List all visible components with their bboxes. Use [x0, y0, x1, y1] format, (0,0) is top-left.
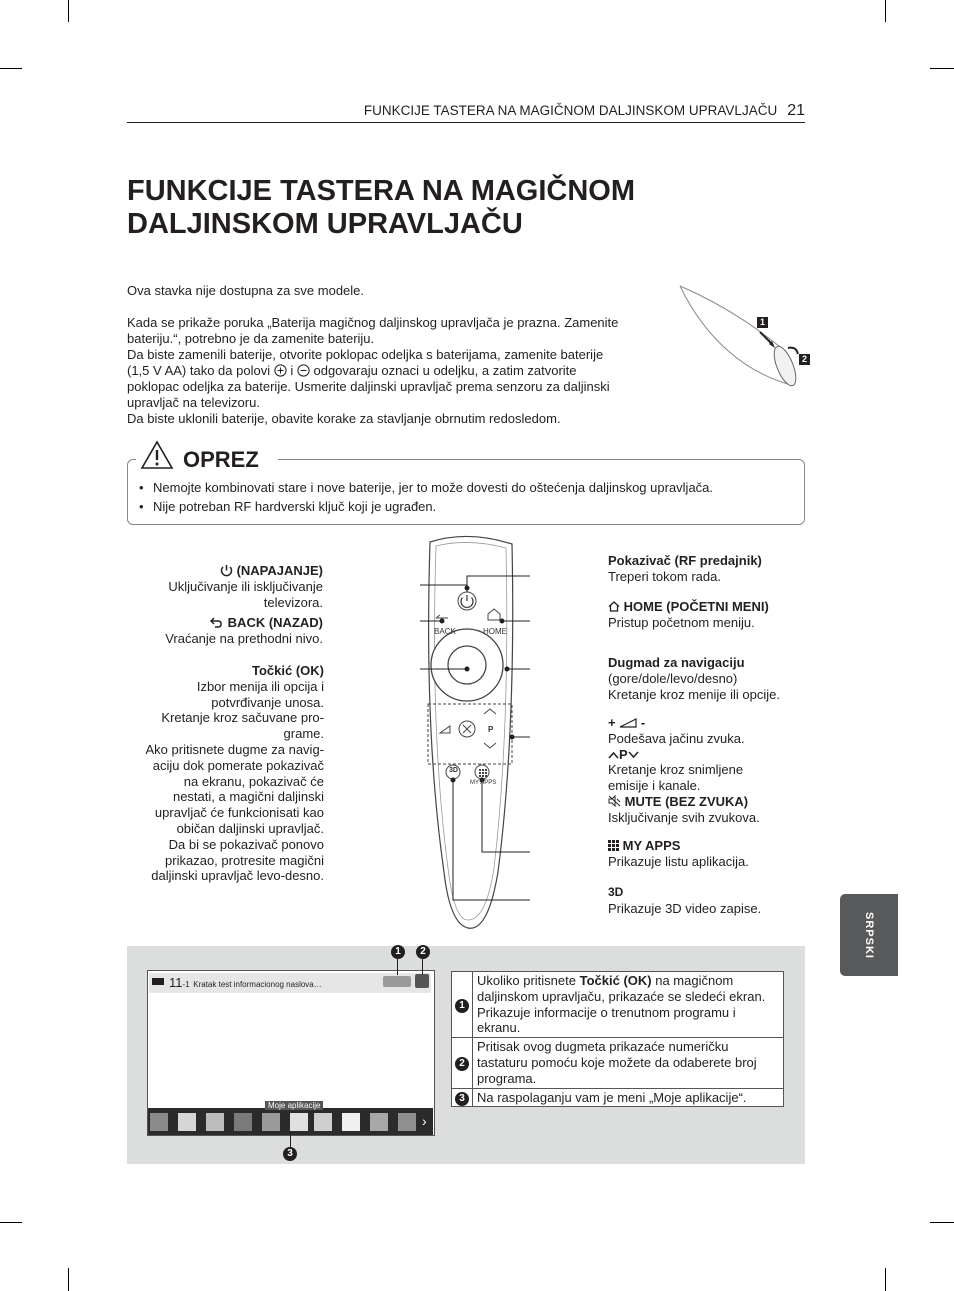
back-icon [210, 617, 224, 628]
language-tab: SRPSKI [840, 894, 898, 976]
table-row: 1 Ukoliko pritisnete Točkić (OK) na magičnom daljinskom upravljaču, prikazaće se sledeći ekran. Prikazuje informacije o trenutnom programu i ekranu. [452, 972, 784, 1038]
remote-home-label: HOME [483, 627, 507, 636]
myapps-description: MY APPS Prikazuje listu aplikacija. [608, 838, 749, 869]
crop-mark [0, 1222, 22, 1223]
callout-leader [422, 959, 423, 974]
minus-pole-icon [297, 364, 310, 377]
channel-badge [152, 978, 164, 985]
intro-p3b: (1,5 V AA) tako da polovi i odgovaraju oznaci u odeljku, a zatim zatvorite [127, 363, 577, 378]
page-title [127, 175, 767, 241]
ok-wheel-description: Točkić (OK) Izbor menija ili opcija i potvrđivanje unosa. Kretanje kroz sačuvane pro- grame. Ako pritisnete dugme za navig- aciju dok pomerate pokazivač na ekranu, pokazivač će nestati, a magični daljinski upravljač će funkcionisati kao običan daljinski upravljač. Da bi se pokazivač ponovo prikazao, protresite magični daljinski upravljač levo-desno. [145, 663, 324, 884]
callout-1-badge: 1 [455, 999, 469, 1013]
app-icon[interactable] [398, 1113, 416, 1131]
battery-step2-badge: 2 [799, 354, 810, 365]
remote-back-label: BACK [434, 627, 456, 636]
page-number: 21 [787, 102, 805, 119]
threed-description: 3D Prikazuje 3D video zapise. [608, 885, 828, 917]
callout-2-badge: 2 [455, 1057, 469, 1071]
page-title-line2: DALJINSKOM UPRAVLJAČU [127, 208, 523, 240]
battery-step1-badge: 1 [757, 317, 768, 328]
power-icon [220, 564, 233, 577]
caution-bullet: • Nije potreban RF hardverski ključ koji je ugrađen. [139, 499, 437, 514]
remote-myapps-label: MY APPS [470, 780, 497, 786]
callout-leader [290, 1132, 291, 1147]
intro-p2a: Kada se prikaže poruka „Baterija magičnog daljinskog upravljača je prazna. Zamenite [127, 315, 619, 330]
callout-leader [397, 959, 398, 975]
mute-icon [608, 795, 621, 807]
intro-p2b: bateriju.“, potrebno je da zamenite bateriju. [127, 331, 375, 346]
warning-triangle-icon [140, 440, 174, 470]
caution-bullet: • Nemojte kombinovati stare i nove baterije, jer to može dovesti do oštećenja daljinskog upravljača. [139, 480, 714, 495]
remote-p-label: P [488, 725, 494, 734]
threed-icon: 3D [608, 885, 624, 899]
pointer-description: Pokazivač (RF predajnik) Treperi tokom rada. [608, 553, 762, 584]
table-row: 2 Pritisak ovog dugmeta prikazaće numeričku tastaturu pomoću koje možete da odaberete broj programa. [452, 1038, 784, 1088]
intro-p3c: poklopac odeljka za baterije. Usmerite daljinski upravljač prema senzoru za daljinski [127, 379, 610, 394]
remote-3d-label: 3D [449, 767, 458, 774]
back-description: BACK (NAZAD) Vraćanje na prethodni nivo. [165, 615, 323, 646]
crop-mark [68, 0, 69, 22]
app-icon[interactable] [290, 1113, 308, 1131]
home-description: HOME (POČETNI MENI) Pristup početnom meniju. [608, 599, 769, 630]
intro-p3d: upravljač na televizoru. [127, 395, 260, 410]
app-icon[interactable] [150, 1113, 168, 1131]
plus-pole-icon [274, 364, 287, 377]
crop-mark [930, 1222, 954, 1223]
running-title: FUNKCIJE TASTERA NA MAGIČNOM DALJINSKOM UPRAVLJAČU [363, 103, 778, 118]
app-icon[interactable] [234, 1113, 252, 1131]
crop-mark [885, 1268, 886, 1291]
power-description: (NAPAJANJE) Uključivanje ili isključivanje televizora. [168, 563, 323, 610]
app-icon[interactable] [206, 1113, 224, 1131]
callout-3-badge: 3 [455, 1092, 469, 1106]
intro-p3a: Da biste zamenili baterije, otvorite poklopac odeljka s baterijama, zamenite baterije [127, 347, 604, 362]
app-icon[interactable] [178, 1113, 196, 1131]
intro-p1: Ova stavka nije dostupna za sve modele. [127, 283, 365, 298]
volume-channel-mute-description: + - Podešava jačinu zvuka. P Kretanje kroz snimljene emisije i kanale. MUTE (BEZ ZVUKA) Isključivanje svih zvukova. [608, 715, 760, 825]
intro-text [127, 283, 672, 427]
number-pad-button[interactable] [415, 974, 429, 988]
battery-cover-illustration [676, 280, 816, 390]
caution-heading: OPREZ [183, 447, 259, 472]
table-row: 3 Na raspolaganju vam je meni „Moje aplikacije“. [452, 1088, 784, 1107]
chevron-up-icon [608, 751, 619, 759]
app-icon[interactable] [314, 1113, 332, 1131]
app-icon[interactable] [262, 1113, 280, 1131]
callout-table [451, 971, 784, 1107]
intro-p4: Da biste uklonili baterije, obavite korake za stavljanje obrnutim redosledom. [127, 411, 561, 426]
callout-2-badge: 2 [416, 945, 430, 959]
crop-mark [0, 68, 22, 69]
header-rule [127, 122, 805, 123]
callout-1-badge: 1 [391, 945, 405, 959]
crop-mark [68, 1268, 69, 1291]
home-icon [608, 601, 620, 612]
crop-mark [930, 68, 954, 69]
callout-3-badge: 3 [283, 1147, 297, 1161]
apps-grid-icon [608, 840, 619, 851]
navigation-description: Dugmad za navigaciju (gore/dole/levo/desno) Kretanje kroz menije ili opcije. [608, 655, 780, 702]
page-title-line1: FUNKCIJE TASTERA NA MAGIČNOM [127, 175, 636, 207]
chevron-right-icon[interactable]: › [422, 1113, 427, 1129]
magic-remote-illustration [420, 532, 530, 932]
app-icon[interactable] [370, 1113, 388, 1131]
app-icons-row [150, 1111, 430, 1133]
channel-info: 11-1 Kratak test informacionog naslova… [169, 975, 322, 990]
running-header [127, 102, 805, 120]
chevron-down-icon [628, 751, 639, 759]
crop-mark [885, 0, 886, 22]
app-icon[interactable] [342, 1113, 360, 1131]
info-button[interactable] [383, 976, 411, 987]
volume-icon [619, 718, 637, 728]
my-apps-label: Moje aplikacije [265, 1101, 323, 1110]
